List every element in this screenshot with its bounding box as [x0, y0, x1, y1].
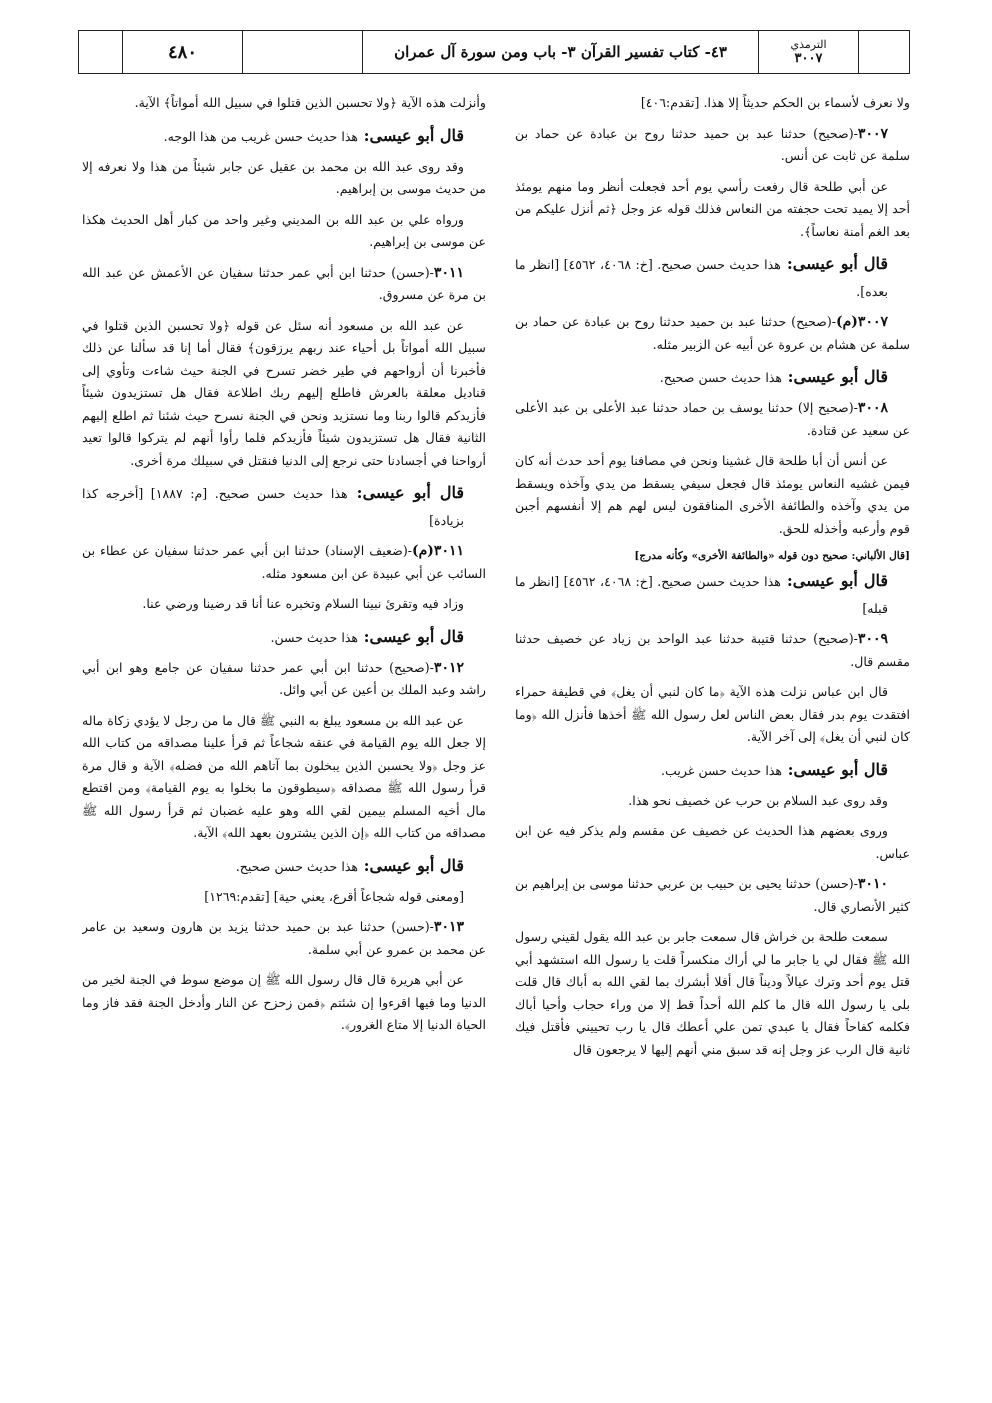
- paragraph-text: وزاد فيه وتقرئ نبينا السلام وتخبره عنا أنا قد رضينا ورضي عنا.: [142, 596, 464, 611]
- paragraph: [82, 209, 486, 254]
- paragraph-text: عن أنس أن أبا طلحة قال غشينا ونحن في مصافنا يوم أحد حدث أنه كان فيمن غشيه النعاس يومئذ قال فجعل سيفي يسقط من يدي وآخذه ويسقط من يدي وآخذه والطائفة الأخرى المنافقون ليس لهم هم إلا أنفسهم أجبن قوم وأرعبه وأخذله للحق.: [515, 453, 910, 536]
- paragraph-text: -(صحيح) حدثنا قتيبة حدثنا عبد الواحد بن زياد عن خصيف حدثنا مقسم قال.: [515, 631, 910, 669]
- paragraph: [515, 450, 910, 540]
- comment-label: قال أبو عيسى:: [358, 855, 464, 875]
- comment-label: قال أبو عيسى:: [780, 254, 888, 273]
- paragraph: [515, 926, 910, 1061]
- hadith-entry: [82, 262, 486, 307]
- paragraph: [515, 681, 910, 749]
- paragraph-text: -(صحيح) حدثنا عبد بن حميد حدثنا روح بن عبادة عن حماد بن سلمة عن هشام بن عروة عن أبيه عن الزبير مثله.: [515, 314, 910, 352]
- hadith-entry-number: ٣٠١٠: [857, 876, 888, 892]
- abu-isa-comment: [82, 123, 486, 150]
- left-column: [82, 92, 486, 1382]
- paragraph: [515, 92, 910, 115]
- hadith-entry-number: ٣٠١١(م): [412, 543, 464, 559]
- abu-isa-comment: [82, 480, 486, 534]
- paragraph-text: ورواه علي بن عبد الله بن المديني وغير واحد من كبار أهل الحديث هكذا عن موسى بن إبراهيم.: [82, 211, 486, 249]
- paragraph-text: عن أبي هريرة قال قال رسول الله ﷺ إن موضع سوط في الجنة لخير من الدنيا وما فيها اقرءوا إن شئتم ﴿فمن زحزح عن النار وأدخل الجنة فقد فاز وما الحياة الدنيا إلا متاع الغرور﴾.: [82, 972, 486, 1032]
- page-header: [78, 30, 910, 74]
- comment-label: قال أبو عيسى:: [358, 626, 464, 646]
- right-column: [515, 92, 910, 1382]
- paragraph-text: وروى بعضهم هذا الحديث عن خصيف عن مقسم ولم يذكر فيه عن ابن عباس.: [515, 823, 910, 861]
- hadith-entry: [82, 540, 486, 585]
- paragraph-text: عن أبي طلحة قال رفعت رأسي يوم أحد فجعلت أنظر وما منهم يومئذ أحد إلا يميد تحت حجفته من النعاس فذلك قوله عز وجل ﴿ثم أنزل عليكم من بعد الغم أمنة نعاساً﴾.: [515, 178, 910, 239]
- abu-isa-comment: [82, 624, 486, 651]
- paragraph-text: -(حسن) حدثنا يحيى بن حبيب بن عربي حدثنا موسى بن إبراهيم بن كثير الأنصاري قال.: [515, 876, 910, 914]
- paragraph-text: قال ابن عباس نزلت هذه الآية ﴿ما كان لنبي أن يغل﴾ في قطيفة حمراء افتقدت يوم بدر فقال بعض الناس لعل رسول الله ﷺ أخذها فأنزل الله ﴿وما كان لنبي أن يغل﴾ إلى آخر الآية.: [515, 684, 910, 744]
- header-cell-blank-left: [79, 31, 123, 73]
- paragraph: [82, 92, 486, 115]
- paragraph-text: سمعت طلحة بن خراش قال سمعت جابر بن عبد الله يقول لقيني رسول الله ﷺ فقال لي يا جابر ما لي أراك منكسراً قلت يا رسول الله استشهد أبي قتل يوم أحد وترك عيالاً وديناً قال أفلا أبشرك بما لقي الله به أباك قال قلت بلى يا رسول الله قال ما كلم الله أحداً قط إلا من وراء حجاب وأحيا أباك فكلمه كفاحاً فقال يا عبدي تمن علي أعطك قال يا رب تحييني فأقتل فيك ثانية قال الرب عز وجل إنه قد سبق مني أنهم إليها لا يرجعون قال: [515, 929, 910, 1057]
- comment-label: قال أبو عيسى:: [358, 125, 464, 145]
- paragraph-text: -(صحيح) حدثنا عبد بن حميد حدثنا روح بن عبادة عن حماد بن سلمة عن ثابت عن أنس.: [515, 125, 910, 163]
- comment-label: قال أبو عيسى:: [347, 483, 464, 502]
- comment-text: هذا حديث حسن صحيح.: [659, 370, 783, 385]
- editor-note: [قال الألباني: صحيح دون قوله «والطائفة الأخرى» وكأنه مدرج]: [634, 550, 910, 562]
- paragraph-text: عن عبد الله بن مسعود يبلغ به النبي ﷺ قال ما من رجل لا يؤدي زكاة ماله إلا جعل الله يوم القيامة في عنقه شجاعاً ثم قرأ علينا مصداقه من كتاب الله عز وجل ﴿ولا يحسبن الذين يبخلون بما آتاهم الله من فضله﴾ الآية و قال مرة قرأ رسول الله ﷺ مصداقه ﴿سيطوقون ما بخلوا به يوم القيامة﴾ ومن اقتطع مال أخيه المسلم بيمين لقي الله وهو عليه غضبان ثم قرأ رسول الله ﷺ مصداقه من كتاب الله ﴿إن الذين يشترون بعهد الله﴾ الآية.: [82, 712, 486, 840]
- paragraph-text: -(ضعيف الإسناد) حدثنا ابن أبي عمر حدثنا سفيان عن عطاء بن السائب عن أبي عبيدة عن ابن مسعود مثله.: [82, 543, 486, 581]
- abu-isa-comment: [515, 251, 910, 305]
- comment-label: قال أبو عيسى:: [782, 759, 888, 779]
- paragraph: [515, 176, 910, 244]
- paragraph-text: -(حسن) حدثنا عبد بن حميد حدثنا يزيد بن هارون وسعيد بن عامر عن محمد بن عمرو عن أبي سلمة.: [82, 919, 486, 957]
- paragraph: [82, 315, 486, 473]
- paragraph: [82, 886, 486, 909]
- abu-isa-comment: [515, 568, 910, 622]
- paragraph-text: [ومعنى قوله شجاعاً أقرع، يعني حية] [تقدم:١٢٦٩]: [204, 888, 464, 904]
- page-number: ٤٨٠: [123, 31, 243, 73]
- hadith-entry: [515, 628, 910, 673]
- header-cell-blank: [243, 31, 363, 73]
- comment-text: هذا حديث حسن.: [270, 629, 359, 645]
- hadith-entry: [82, 657, 486, 702]
- paragraph: [515, 820, 910, 865]
- paragraph-text: عن عبد الله بن مسعود أنه سئل عن قوله ﴿ولا تحسبن الذين قتلوا في سبيل الله أمواتاً بل أحياء عند ربهم يرزقون﴾ فقال أما إنا قد سألنا عن ذلك فأخبرنا أن أرواحهم في طير خضر تسرح في الجنة حيث شاءت وتأوي إلى قناديل معلقة بالعرش فاطلع إليهم ربك اطلاعة فقال هل تستزيدون شيئاً فأزيدكم قالوا ربنا وما نستزيد ونحن في الجنة نسرح حيث شئنا ثم اطلع إليهم الثانية فقال هل تستزيدون شيئاً فأزيدكم فلما رأوا أنهم لم يتركوا قالوا تعيد أرواحنا في أجسادنا حتى نرجع إلى الدنيا فنقتل في سبيلك مرة أخرى.: [82, 317, 486, 468]
- comment-text: هذا حديث حسن غريب.: [661, 762, 783, 778]
- abu-isa-comment: [515, 757, 910, 784]
- abu-isa-comment: [82, 853, 486, 880]
- hadith-entry-number: ٣٠١١: [433, 264, 464, 281]
- paragraph: [82, 710, 486, 845]
- hadith-entry-number: ٣٠٠٧: [857, 125, 888, 142]
- abu-isa-comment: [515, 364, 910, 391]
- paragraph-text: وقد روى عبد السلام بن حرب عن خصيف نحو هذا.: [628, 792, 888, 808]
- paragraph-text: وقد روى عبد الله بن محمد بن عقيل عن جابر شيئاً من هذا ولا نعرفه إلا من حديث موسى بن إبراهيم.: [82, 158, 486, 196]
- paragraph: [82, 969, 486, 1037]
- paragraph: [82, 156, 486, 201]
- book-name: الترمذي: [790, 38, 827, 51]
- comment-text: هذا حديث حسن غريب من هذا الوجه.: [163, 128, 359, 144]
- paragraph: [82, 593, 486, 616]
- hadith-entry: [515, 873, 910, 918]
- hadith-entry: [515, 397, 910, 442]
- paragraph-text: -(صحيح إلا) حدثنا يوسف بن حماد حدثنا عبد الأعلى بن عبد الأعلى عن سعيد عن قتادة.: [515, 400, 910, 438]
- comment-text: هذا حديث حسن صحيح. [خ: ٤٠٦٨، ٤٥٦٢] [انظر ما بعده].: [515, 257, 888, 299]
- comment-text: هذا حديث حسن صحيح. [خ: ٤٠٦٨، ٤٥٦٢] [انظر ما قبله]: [515, 574, 888, 616]
- hadith-entry: [515, 123, 910, 168]
- hadith-entry-number: ٣٠٠٧(م): [836, 314, 888, 330]
- paragraph-text: ولا نعرف لأسماء بن الحكم حديثاً إلا هذا. [تقدم:٤٠٦]: [640, 95, 910, 110]
- hadith-entry-number: ٣٠٠٩: [857, 631, 888, 647]
- hadith-number: ٣٠٠٧: [794, 51, 823, 66]
- hadith-reference: [759, 31, 859, 73]
- paragraph: [515, 790, 910, 813]
- comment-label: قال أبو عيسى:: [780, 571, 888, 590]
- comment-text: هذا حديث حسن صحيح.: [235, 858, 359, 874]
- hadith-entry-number: ٣٠١٢: [433, 659, 464, 676]
- running-title: ٤٣- كتاب تفسير القرآن ٣- باب ومن سورة آل عمران: [363, 31, 759, 73]
- hadith-entry-number: ٣٠٠٨: [857, 400, 888, 416]
- hadith-entry-number: ٣٠١٣: [433, 919, 464, 935]
- hadith-entry: [515, 311, 910, 356]
- paragraph-text: وأنزلت هذه الآية ﴿ولا تحسبن الذين قتلوا في سبيل الله أمواتاً﴾ الآية.: [134, 95, 486, 110]
- header-cell-blank-right: [859, 31, 909, 73]
- comment-label: قال أبو عيسى:: [782, 367, 888, 386]
- paragraph-text: -(صحيح) حدثنا ابن أبي عمر حدثنا سفيان عن جامع وهو ابن أبي راشد وعبد الملك بن أعين عن أبي وائل.: [82, 659, 486, 697]
- comment-text: هذا حديث حسن صحيح. [م: ١٨٨٧] [أخرجه كذا بزيادة]: [82, 486, 464, 528]
- paragraph-text: -(حسن) حدثنا ابن أبي عمر حدثنا سفيان عن الأعمش عن عبد الله بن مرة عن مسروق.: [82, 264, 486, 302]
- hadith-entry: [82, 916, 486, 961]
